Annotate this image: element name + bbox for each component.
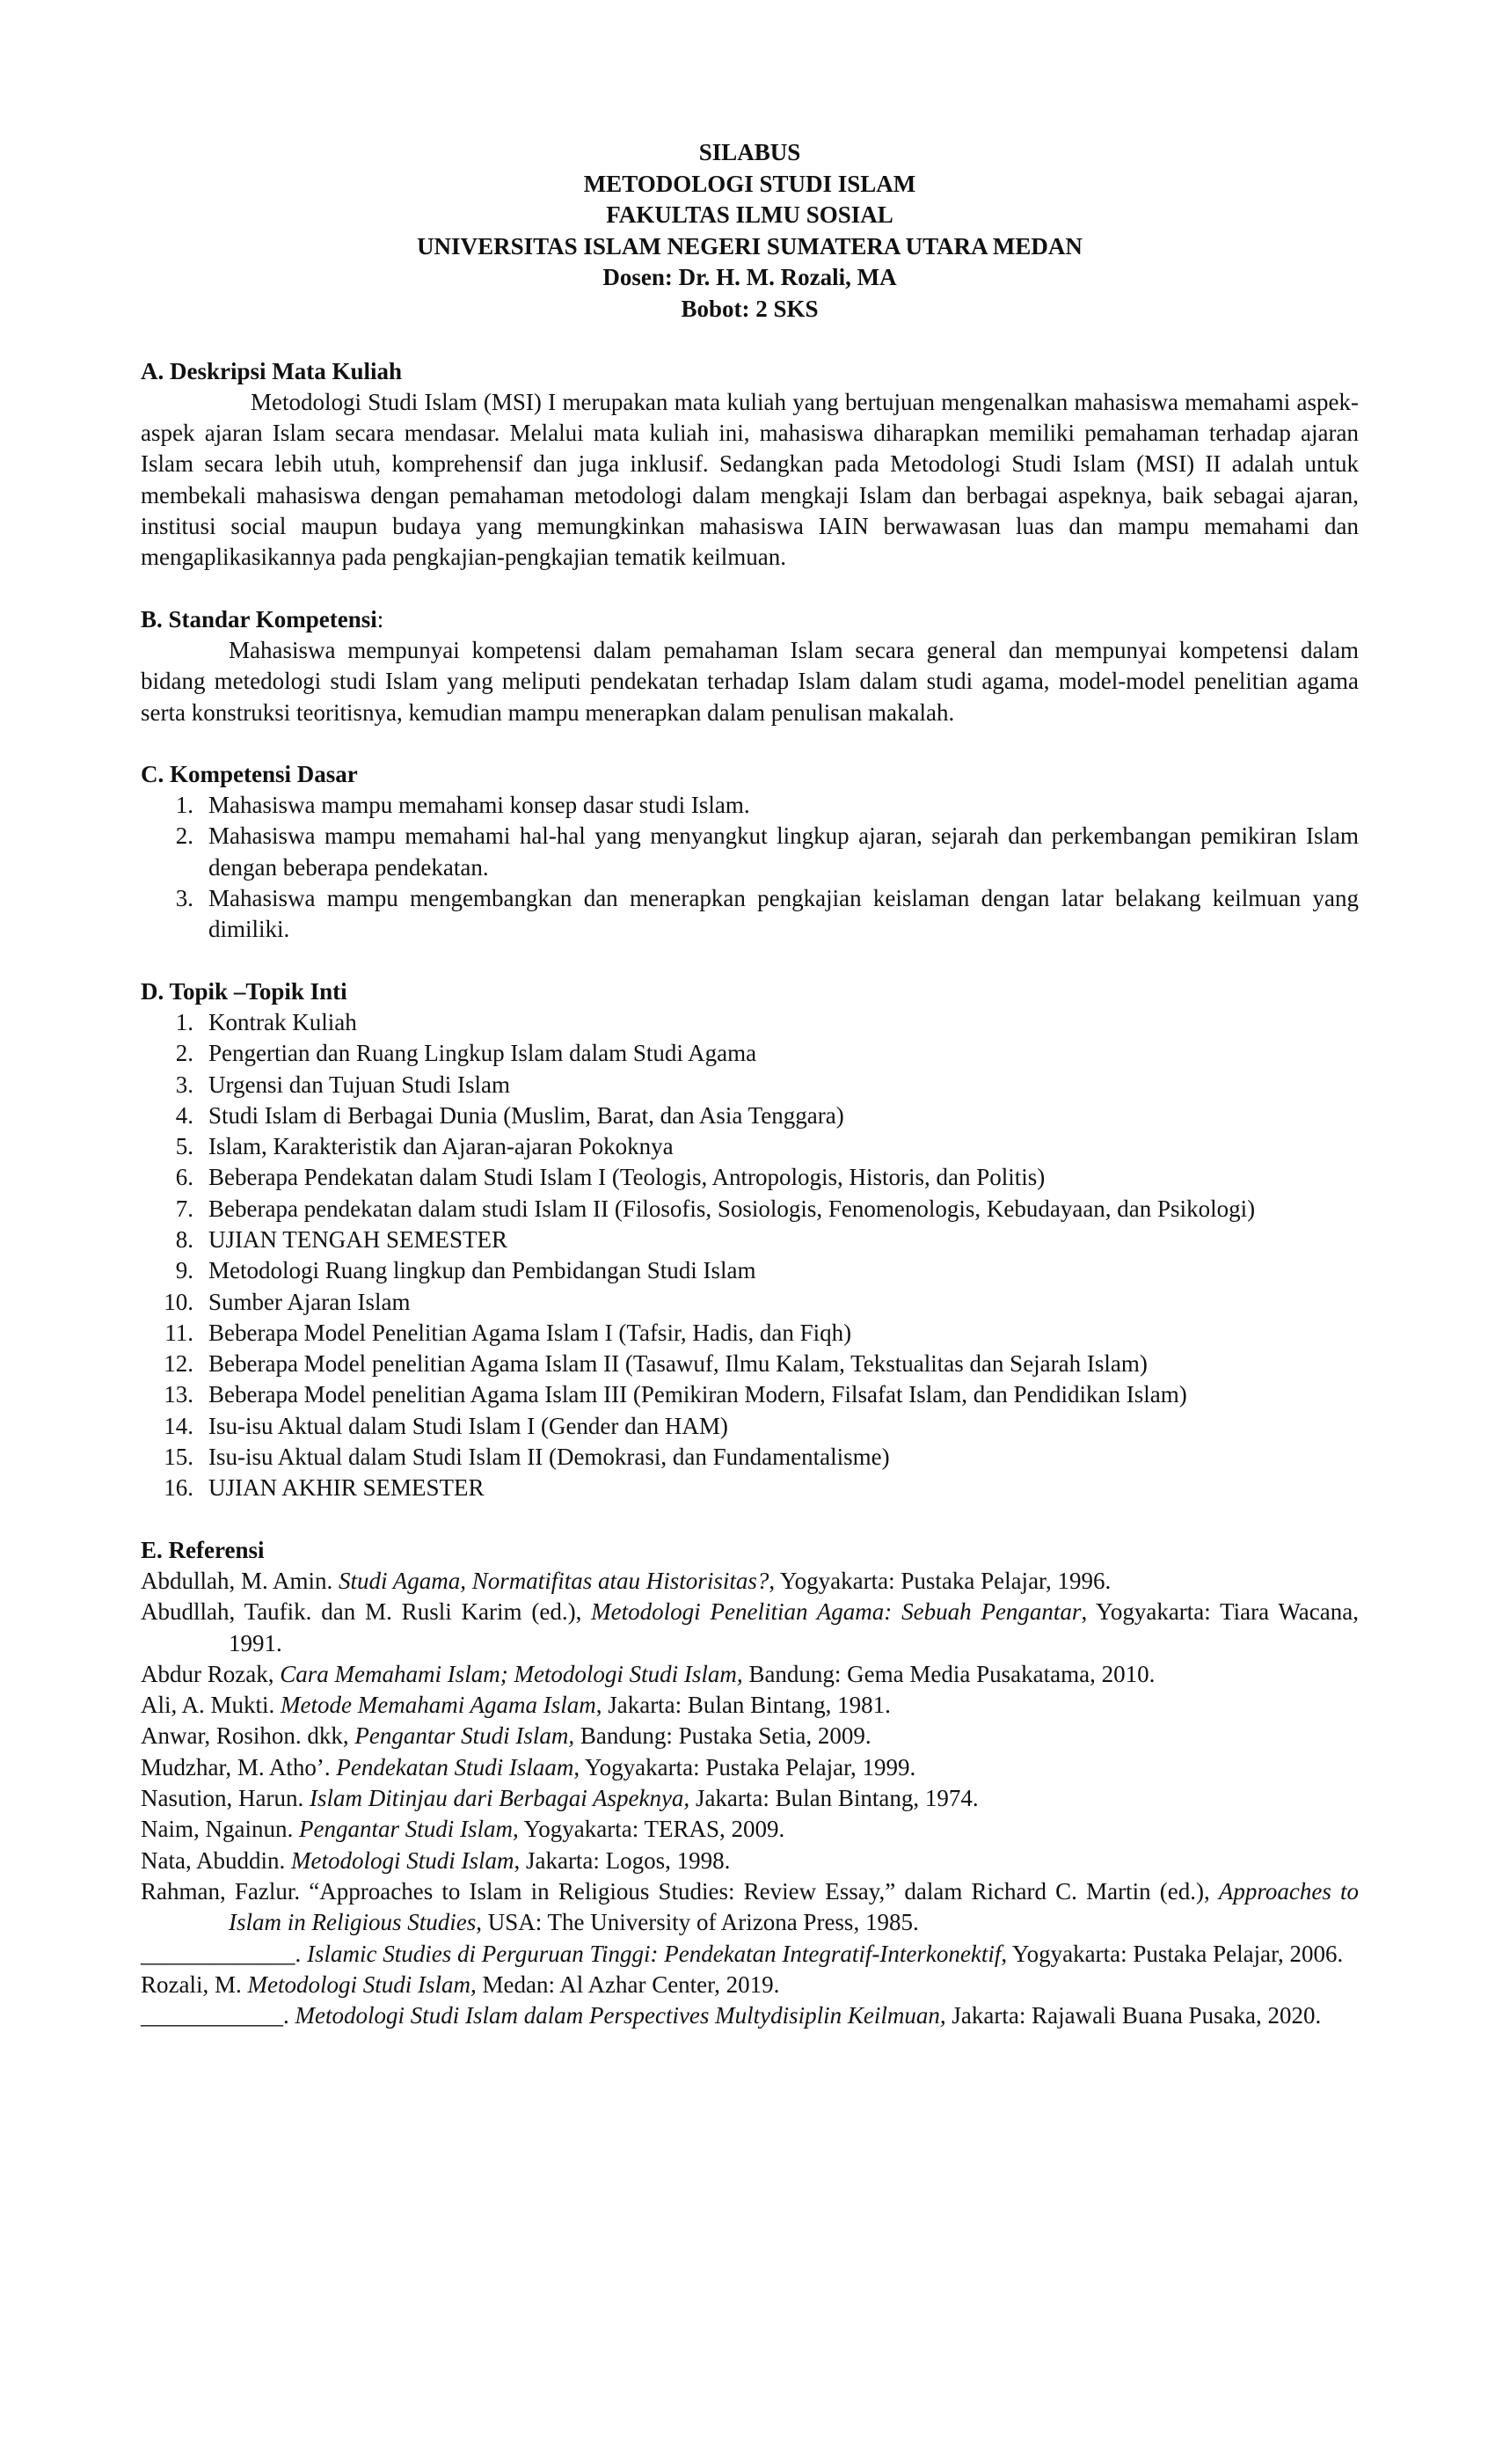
list-item [141,1442,1359,1473]
header-course: METODOLOGI STUDI ISLAM [583,170,916,197]
list-item-number: 10. [164,1288,193,1315]
list-item-text: Mahasiswa mampu mengembangkan dan menerapkan pengkajian keislaman dengan latar belakang keilmuan yang dimiliki. [208,885,1359,943]
reference-publisher: Bandung: Pustaka Setia, 2009. [574,1722,871,1750]
reference-title: Metodologi Studi Islam dalam Perspectives Multydisiplin Keilmuan, [295,2002,946,2029]
section-core-topics [141,976,1359,1504]
reference-entry [141,1783,1359,1814]
list-item-number: 3. [175,885,193,912]
reference-publisher: Jakarta: Rajawali Buana Pusaka, 2020. [945,2002,1322,2029]
list-item-text: UJIAN AKHIR SEMESTER [208,1474,485,1502]
list-item-text: UJIAN TENGAH SEMESTER [208,1225,508,1253]
reference-title: Studi Agama, Normatifitas atau Historisitas? [339,1567,769,1594]
list-item-number: 5. [175,1133,193,1160]
list-item-number: 2. [175,1040,193,1067]
list-item-number: 4. [175,1101,193,1129]
list-item [141,1287,1359,1318]
reference-author: Abdullah, M. Amin. [141,1567,339,1594]
list-item-number: 16. [164,1474,193,1502]
reference-author: _____________. [141,1940,307,1967]
section-b-heading-text: B. Standar Kompetensi [141,605,377,632]
reference-title: Cara Memahami Islam; Metodologi Studi Islam, [280,1660,743,1687]
list-item-number: 11. [164,1319,193,1346]
header-faculty: FAKULTAS ILMU SOSIAL [606,201,893,229]
list-item [141,1162,1359,1193]
section-d-heading: D. Topik –Topik Inti [141,977,347,1005]
list-item-number: 14. [164,1412,193,1439]
document-header [141,137,1359,325]
section-a-heading: A. Deskripsi Mata Kuliah [141,357,403,384]
reference-author: Nata, Abuddin. [141,1846,291,1874]
reference-title: Metode Memahami Agama Islam [281,1692,596,1719]
list-item [141,1411,1359,1442]
list-item [141,821,1359,883]
section-b-heading [141,604,1359,635]
list-item-text: Islam, Karakteristik dan Ajaran-ajaran Pokoknya [208,1133,674,1160]
list-item-text: Mahasiswa mampu memahami konsep dasar studi Islam. [208,792,750,819]
section-competency-standard [141,604,1359,728]
list-item [141,1255,1359,1286]
basic-competency-list [141,790,1359,945]
reference-title: Metodologi Studi Islam, [247,1970,477,1998]
list-item [141,1379,1359,1410]
list-item-number: 13. [164,1381,193,1408]
header-lecturer: Dosen: Dr. H. M. Rozali, MA [602,264,897,291]
reference-author: Abdur Rozak, [141,1660,281,1687]
section-description [141,356,1359,574]
list-item [141,1194,1359,1225]
reference-entry [141,1846,1359,1876]
reference-author: Naim, Ngainun. [141,1816,299,1843]
reference-author: ____________. [141,2002,295,2029]
reference-title: Islam Ditinjau dari Berbagai Aspeknya, [309,1785,690,1812]
section-e-heading: E. Referensi [141,1536,265,1563]
section-b-text: Mahasiswa mempunyai kompetensi dalam pemahaman Islam secara general dan mempunyai kompetensi dalam bidang metedologi studi Islam yang meliputi pendekatan terhadap Islam dalam studi agama, model-model penelitian agama serta konstruksi teoritisnya, kemudian mampu menerapkan dalam penulisan makalah. [141,636,1359,726]
list-item [141,1318,1359,1349]
reference-author: Nasution, Harun. [141,1785,310,1812]
section-a-text: Metodologi Studi Islam (MSI) I merupakan mata kuliah yang bertujuan mengenalkan mahasiswa memahami aspek-aspek ajaran Islam secara mendasar. Melalui mata kuliah ini, mahasiswa diharapkan memiliki pemahaman terhadap ajaran Islam secara lebih utuh, komprehensif dan juga inklusif. Sedangkan pada Metodologi Studi Islam (MSI) II adalah untuk membekali mahasiswa dengan pemahaman metodologi dalam mengkaji Islam dan berbagai aspeknya, baik sebagai ajaran, institusi social maupun budaya yang memungkinkan mahasiswa IAIN berwawasan luas dan mampu memahami dan mengaplikasikannya pada pengkajian-pengkajian tematik keilmuan. [141,388,1359,571]
reference-entry [141,1659,1359,1690]
reference-entry [141,1939,1359,1970]
list-item-number: 8. [175,1225,193,1253]
reference-title: Approaches to Islam in Religious Studies [229,1877,1359,1936]
document-page [141,137,1359,2062]
section-c-heading: C. Kompetensi Dasar [141,760,358,787]
list-item-number: 3. [175,1071,193,1098]
reference-publisher: Bandung: Gema Media Pusakatama, 2010. [742,1660,1156,1687]
list-item [141,1100,1359,1131]
list-item-number: 1. [175,792,193,819]
reference-entry [141,1597,1359,1659]
reference-entry [141,1566,1359,1597]
list-item [141,1349,1359,1379]
reference-title: Islamic Studies di Perguruan Tinggi: Pendekatan Integratif-Interkonektif [307,1940,1002,1967]
reference-author: Abudllah, Taufik. dan M. Rusli Karim (ed.), [141,1598,592,1626]
header-credits: Bobot: 2 SKS [681,295,819,322]
reference-title: Pengantar Studi Islam, [354,1722,575,1750]
list-item [141,883,1359,946]
list-item-text: Beberapa Model penelitian Agama Islam II (Tasawuf, Ilmu Kalam, Tekstualitas dan Sejarah Islam) [208,1350,1148,1378]
reference-entry [141,1721,1359,1751]
reference-title: Metodologi Penelitian Agama: Sebuah Pengantar [591,1598,1082,1626]
reference-title: Pengantar Studi Islam, [298,1816,519,1843]
list-item [141,1007,1359,1038]
list-item-number: 6. [175,1164,193,1191]
reference-author: Rahman, Fazlur. “Approaches to Islam in Religious Studies: Review Essay,” dalam Richard C. Martin (ed.), [141,1877,1219,1905]
list-item-number: 15. [164,1444,193,1471]
reference-entry [141,1970,1359,2000]
reference-publisher: Medan: Al Azhar Center, 2019. [476,1970,780,1998]
list-item [141,1473,1359,1503]
section-b-heading-colon: : [376,605,384,632]
list-item [141,1225,1359,1255]
reference-title: Metodologi Studi Islam [290,1846,514,1874]
reference-author: Ali, A. Mukti. [141,1692,281,1719]
reference-entry [141,1876,1359,1939]
reference-entry [141,2000,1359,2031]
list-item-number: 12. [164,1350,193,1378]
list-item-number: 2. [175,823,193,850]
list-item-text: Pengertian dan Ruang Lingkup Islam dalam Studi Agama [208,1040,757,1067]
reference-publisher: , Yogyakarta: Pustaka Pelajar, 1999. [573,1753,916,1780]
reference-publisher: , Jakarta: Logos, 1998. [514,1846,731,1874]
core-topics-list [141,1007,1359,1504]
list-item-text: Kontrak Kuliah [208,1008,357,1035]
reference-author: Rozali, M. [141,1970,248,1998]
list-item-text: Urgensi dan Tujuan Studi Islam [208,1071,511,1098]
reference-publisher: Jakarta: Bulan Bintang, 1974. [689,1785,979,1812]
section-basic-competency [141,759,1359,946]
reference-publisher: , Yogyakarta: Tiara Wacana, 1991. [229,1598,1359,1656]
reference-publisher: Yogyakarta: TERAS, 2009. [518,1816,785,1843]
reference-title: Pendekatan Studi Islaam [336,1753,574,1780]
reference-publisher: , USA: The University of Arizona Press, 1985. [476,1909,919,1936]
list-item-number: 9. [175,1257,193,1284]
list-item-text: Sumber Ajaran Islam [208,1288,411,1315]
list-item-text: Studi Islam di Berbagai Dunia (Muslim, Barat, dan Asia Tenggara) [208,1101,844,1129]
reference-publisher: , Yogyakarta: Pustaka Pelajar, 2006. [1001,1940,1344,1967]
header-university: UNIVERSITAS ISLAM NEGERI SUMATERA UTARA MEDAN [417,232,1083,260]
list-item-text: Beberapa Model penelitian Agama Islam III (Pemikiran Modern, Filsafat Islam, dan Pendidikan Islam) [208,1381,1187,1408]
header-title: SILABUS [698,139,801,165]
list-item [141,790,1359,821]
section-references [141,1535,1359,2032]
reference-entry [141,1752,1359,1783]
reference-author: Anwar, Rosihon. dkk, [141,1722,355,1750]
reference-author: Mudzhar, M. Atho’. [141,1753,337,1780]
list-item-text: Metodologi Ruang lingkup dan Pembidangan Studi Islam [208,1257,756,1284]
list-item-text: Isu-isu Aktual dalam Studi Islam II (Demokrasi, dan Fundamentalisme) [208,1444,890,1471]
list-item-text: Beberapa Pendekatan dalam Studi Islam I (Teologis, Antropologis, Historis, dan Politis) [208,1164,1046,1191]
reference-publisher: , Jakarta: Bulan Bintang, 1981. [595,1692,891,1719]
list-item-number: 7. [175,1195,193,1222]
reference-entry [141,1690,1359,1721]
list-item-number: 1. [175,1008,193,1035]
list-item-text: Beberapa pendekatan dalam studi Islam II (Filosofis, Sosiologis, Fenomenologis, Kebudayaan, dan Psikologi) [208,1195,1256,1222]
reference-publisher: , Yogyakarta: Pustaka Pelajar, 1996. [769,1567,1112,1594]
list-item [141,1131,1359,1162]
list-item [141,1070,1359,1100]
list-item-text: Mahasiswa mampu memahami hal-hal yang menyangkut lingkup ajaran, sejarah dan perkembangan pemikiran Islam dengan beberapa pendekatan. [208,823,1359,881]
list-item-text: Isu-isu Aktual dalam Studi Islam I (Gender dan HAM) [208,1412,728,1439]
list-item [141,1038,1359,1069]
list-item-text: Beberapa Model Penelitian Agama Islam I (Tafsir, Hadis, dan Fiqh) [208,1319,852,1346]
reference-entry [141,1814,1359,1845]
